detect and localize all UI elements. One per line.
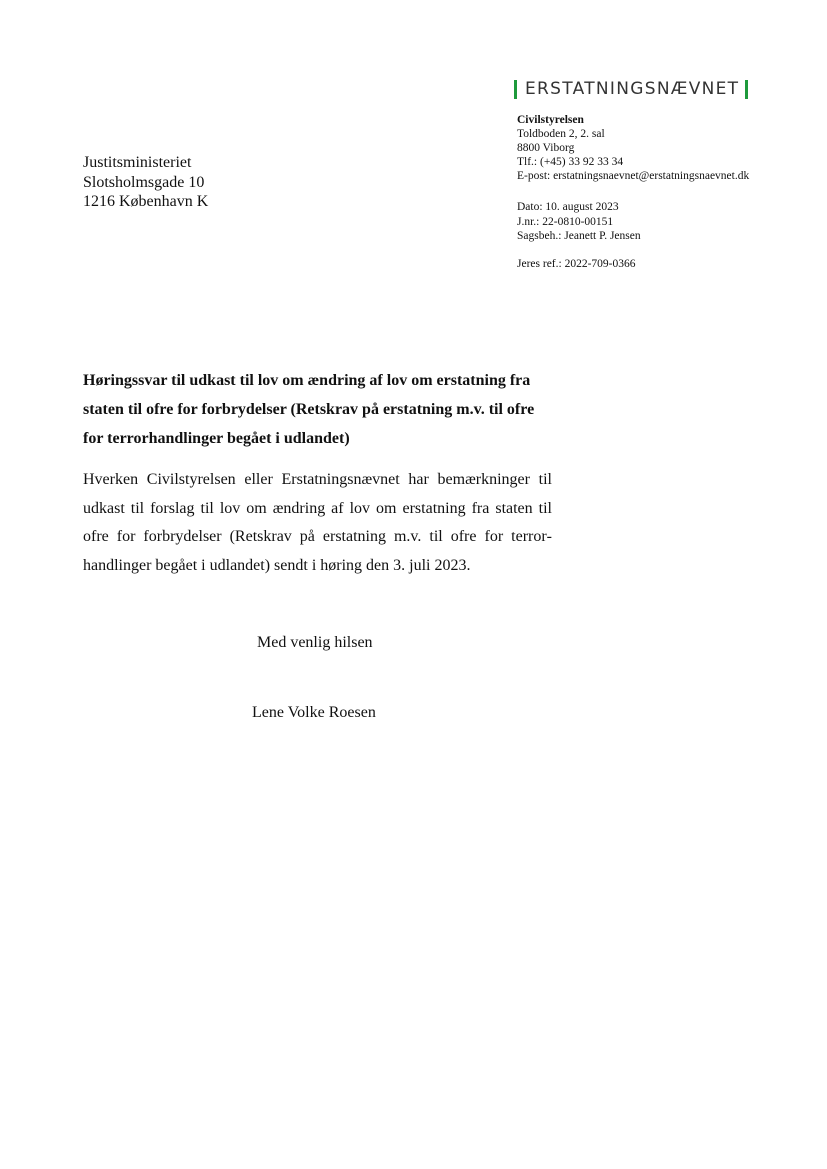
recipient-street: Slotsholmsgade 10 bbox=[83, 173, 205, 191]
logo-left-bar bbox=[514, 80, 517, 99]
sender-email: E-post: erstatningsnaevnet@erstatningsnaevnet.dk bbox=[517, 170, 750, 182]
recipient-name: Justitsministeriet bbox=[83, 154, 192, 171]
letter-meta-block bbox=[517, 200, 641, 244]
case-handler: Sagsbeh.: Jeanett P. Jensen bbox=[517, 230, 641, 242]
sender-address-line1: Toldboden 2, 2. sal bbox=[517, 128, 605, 140]
your-reference: Jeres ref.: 2022-709-0366 bbox=[517, 258, 636, 270]
recipient-address bbox=[83, 153, 208, 212]
letter-subject: Høringssvar til udkast til lov om ændring af lov om erstatning fra staten til ofre for forbrydelser (Retskrav på erstatning m.v. til ofre for terrorhandlinger begået i udlandet) bbox=[83, 372, 535, 447]
recipient-city: 1216 København K bbox=[83, 193, 209, 210]
sender-address-line2: 8800 Viborg bbox=[517, 142, 575, 154]
journal-number: J.nr.: 22-0810-00151 bbox=[517, 215, 614, 228]
logo-text: ERSTATNINGSNÆVNET bbox=[525, 79, 740, 99]
sender-phone: Tlf.: (+45) 33 92 33 34 bbox=[517, 156, 624, 168]
sender-block bbox=[517, 113, 749, 183]
letter-date: Dato: 10. august 2023 bbox=[517, 201, 619, 213]
letter-signature: Lene Volke Roesen bbox=[252, 704, 376, 721]
letterhead-logo bbox=[514, 78, 748, 100]
letter-closing: Med venlig hilsen bbox=[257, 634, 373, 651]
sender-organization: Civilstyrelsen bbox=[517, 114, 584, 126]
letter-body: Hverken Civilstyrelsen eller Erstatningsnævnet har bemærkninger til udkast til forslag til lov om ændring af lov om erstatning fra staten til ofre for forbrydelser (Retskrav på erstatning m.v. til ofre for terrorhandlinger begået i udlandet) sendt i høring den 3. juli 2023. bbox=[83, 471, 552, 574]
logo-right-bar bbox=[745, 80, 748, 99]
